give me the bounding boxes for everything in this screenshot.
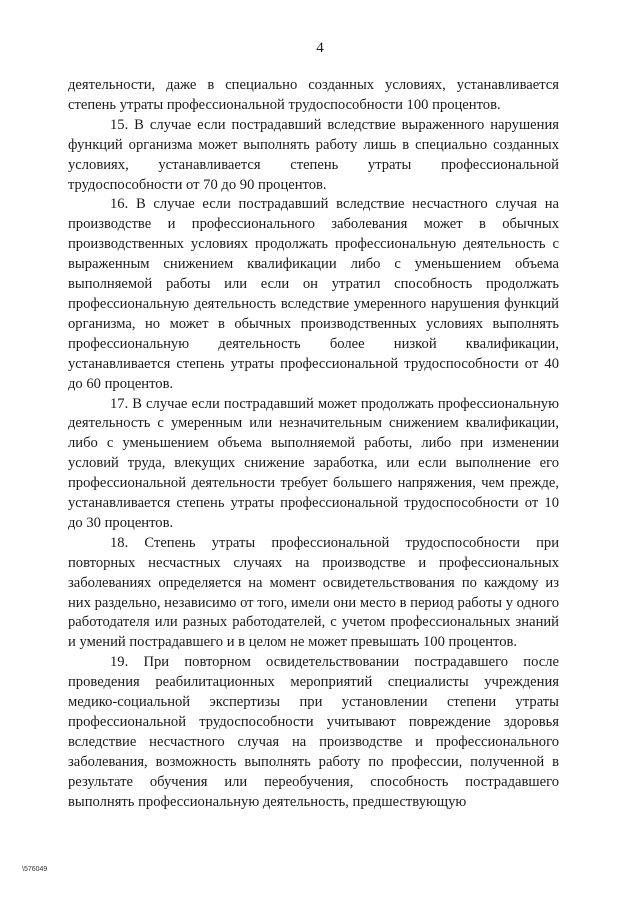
paragraph-15: 15. В случае если пострадавший вследствие выраженного нарушения функций организма может выполнять работу лишь в специально созданных условиях, устанавливается степень утраты профессиональной трудоспособности от 70 до 90 процентов. [68,116,559,193]
paragraph-19: 19. При повторном освидетельствовании пострадавшего после проведения реабилитационных мероприятий специалисты учреждения медико-социальной экспертизы при установлении степени утраты профессиональной трудоспособности учитывают повреждение здоровья вследствие несчастного случая на производстве и профессионального заболевания, возможность выполнять работу по профессии, полученной в результате обучения или переобучения, способность пострадавшего выполнять профессиональную деятельность, предшествующую [68,654,559,810]
paragraph-18: 18. Степень утраты профессиональной трудоспособности при повторных несчастных случаях на производстве и профессиональных заболеваниях определяется на момент освидетельствования по каждому из них раздельно, независимо от того, имели они место в период работы у одного работодателя или разных работодателей, с учетом профессиональных знаний и умений пострадавшего и в целом не может превышать 100 процентов. [68,534,559,651]
paragraph-17: 17. В случае если пострадавший может продолжать профессиональную деятельность с умеренным или незначительным снижением квалификации, либо с уменьшением объема выполняемой работы, либо при изменении условий труда, влекущих снижение заработка, или если выполнение его профессиональной деятельности требует большего напряжения, чем прежде, устанавливается степень утраты профессиональной трудоспособности от 10 до 30 процентов. [68,395,559,531]
paragraph-16: 16. В случае если пострадавший вследствие несчастного случая на производстве и профессионального заболевания может в обычных производственных условиях продолжать профессиональную деятельность с выраженным снижением квалификации либо с уменьшением объема выполняемой работы или если он утратил способность продолжать профессиональную деятельность вследствие умеренного нарушения функций организма, но может в обычных производственных условиях выполнять профессиональную деятельность более низкой квалификации, устанавливается степень утраты профессиональной трудоспособности от 40 до 60 процентов. [68,196,559,392]
page-number: 4 [316,40,324,56]
paragraph-continuation: деятельности, даже в специально созданных условиях, устанавливается степень утраты профессиональной трудоспособности 100 процентов. [68,77,559,113]
body-text [68,76,559,813]
document-id: \576049 [22,866,48,873]
